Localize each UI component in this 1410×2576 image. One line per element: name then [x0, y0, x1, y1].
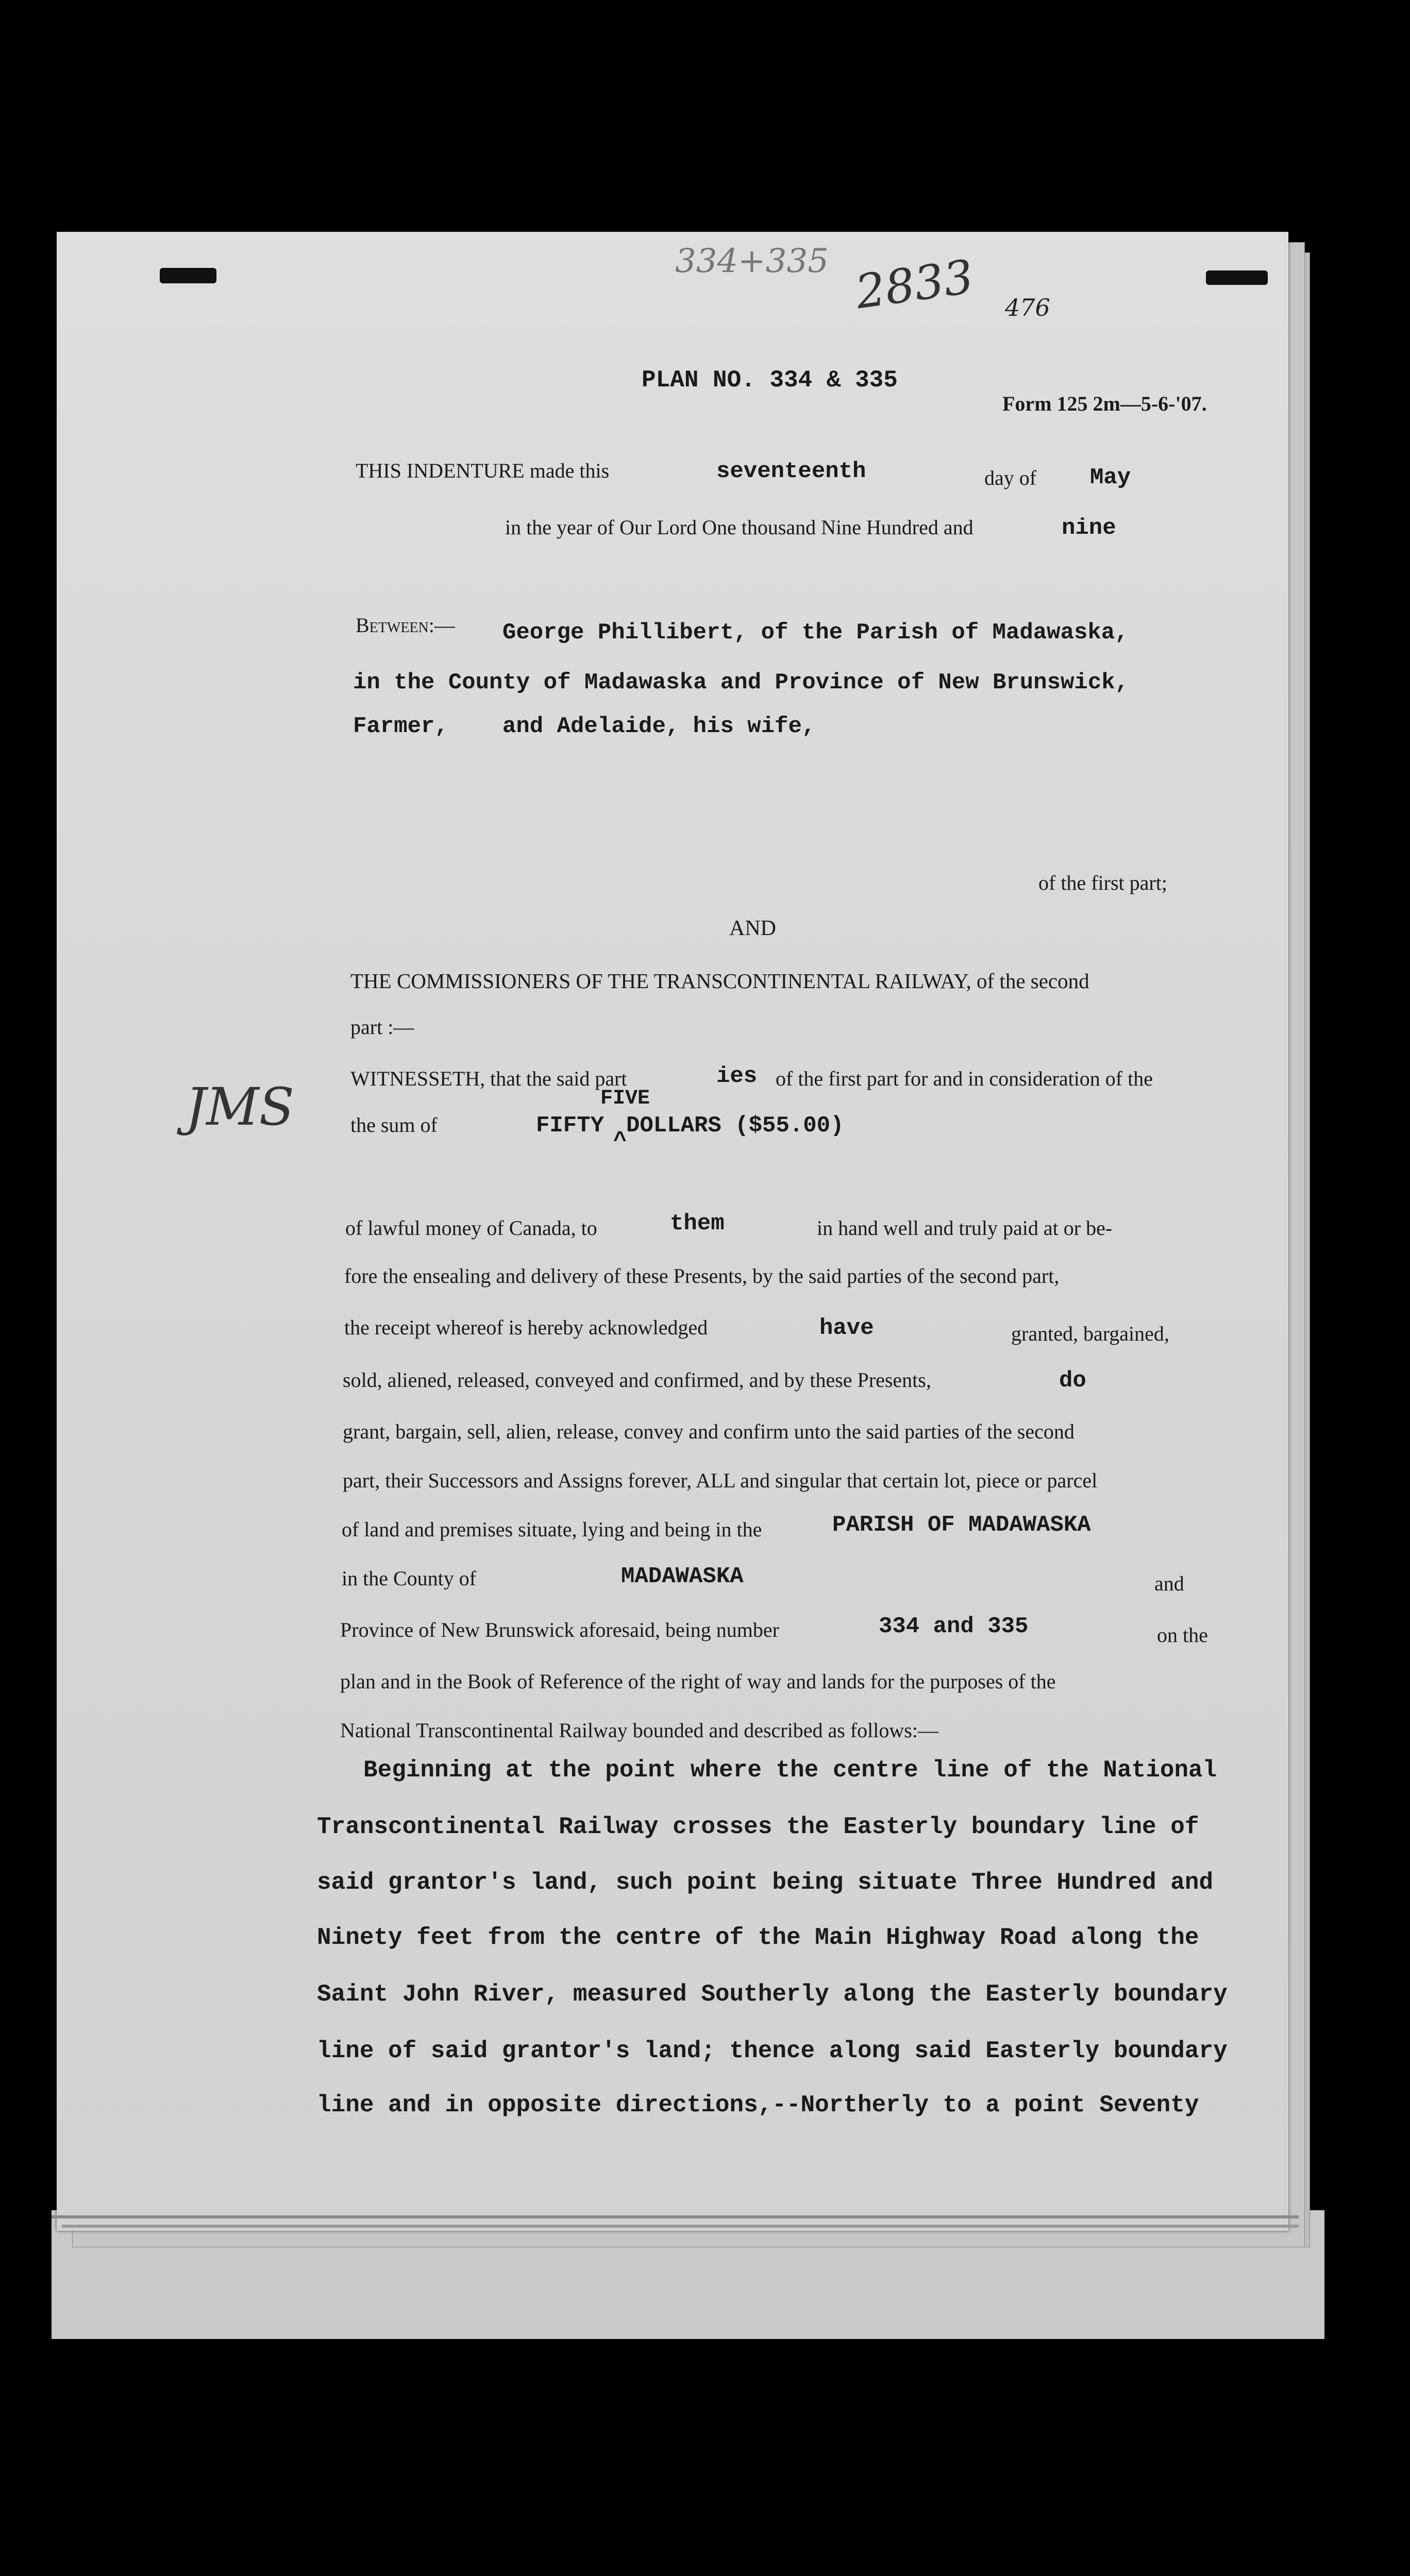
part-label: part :—	[350, 1015, 414, 1039]
and-label: AND	[729, 917, 776, 940]
body-county: MADAWASKA	[621, 1564, 744, 1589]
witnesseth-line-1b: of the first part for and in consideration of the	[776, 1067, 1153, 1090]
description-line: line of said grantor's land; thence along said Easterly boundary	[317, 2038, 1228, 2064]
body-line-3b: granted, bargained,	[1011, 1322, 1169, 1345]
sum-value: FIFTY	[536, 1113, 605, 1139]
sum-label: the sum of	[350, 1113, 438, 1137]
description-line: Ninety feet from the centre of the Main Highway Road along the	[317, 1924, 1199, 1951]
description-line: Beginning at the point where the centre line of the National	[363, 1757, 1217, 1784]
description-line: line and in opposite directions,--Northerly to a point Seventy	[317, 2092, 1199, 2119]
pencil-plan-number: 334+335	[675, 242, 829, 280]
body-line-5: grant, bargain, sell, alien, release, convey and confirm unto the said parties of the second	[343, 1420, 1075, 1443]
sum-dollars: DOLLARS ($55.00)	[626, 1113, 844, 1139]
body-do: do	[1059, 1368, 1086, 1394]
body-parish: PARISH OF MADAWASKA	[832, 1512, 1091, 1538]
body-have: have	[819, 1315, 874, 1341]
body-line-2: fore the ensealing and delivery of these Presents, by the said parties of the second part,	[344, 1264, 1060, 1287]
party-line-3a: Farmer,	[353, 714, 448, 739]
description-line: Saint John River, measured Southerly along the Easterly boundary	[317, 1981, 1228, 2008]
party-line-1: George Phillibert, of the Parish of Madawaska,	[502, 620, 1129, 646]
body-line-9b: on the	[1157, 1623, 1208, 1647]
body-line-8b: and	[1154, 1572, 1184, 1595]
this-indenture-label: THIS INDENTURE made this	[356, 459, 610, 482]
handwritten-file-number: 2833	[852, 249, 977, 320]
body-lot-number: 334 and 335	[879, 1614, 1029, 1639]
page-edge	[52, 2215, 1299, 2218]
paper-clip	[1206, 270, 1268, 285]
page-edge	[62, 2225, 1299, 2228]
form-number: Form 125 2m—5-6-'07.	[1002, 392, 1207, 415]
body-line-9a: Province of New Brunswick aforesaid, being number	[340, 1618, 779, 1641]
body-line-8a: in the County of	[342, 1567, 477, 1590]
paper-clip	[160, 268, 216, 283]
indenture-year: nine	[1062, 515, 1116, 541]
body-line-6: part, their Successors and Assigns forever, ALL and singular that certain lot, piece or parcel	[343, 1469, 1098, 1492]
witnesseth-line-1a: WITNESSETH, that the said part	[350, 1067, 627, 1090]
year-text: in the year of Our Lord One thousand Nine Hundred and	[505, 516, 973, 539]
body-line-1a: of lawful money of Canada, to	[345, 1216, 597, 1240]
insertion-caret: ^	[613, 1128, 627, 1154]
body-line-7a: of land and premises situate, lying and being in the	[342, 1518, 762, 1541]
witnesseth-ies: ies	[716, 1063, 758, 1089]
day-of-label: day of	[984, 466, 1037, 489]
body-line-3a: the receipt whereof is hereby acknowledged	[344, 1316, 708, 1339]
indenture-day: seventeenth	[716, 459, 866, 484]
body-line-10: plan and in the Book of Reference of the right of way and lands for the purposes of the	[340, 1670, 1056, 1693]
page-number: 476	[1005, 294, 1050, 321]
body-line-4a: sold, aliened, released, conveyed and confirmed, and by these Presents,	[343, 1368, 931, 1392]
plan-number: PLAN NO. 334 & 335	[642, 367, 898, 394]
first-part-label: of the first part;	[1038, 871, 1167, 894]
party-line-2: in the County of Madawaska and Province of New Brunswick,	[353, 670, 1129, 696]
party-line-3b: and Adelaide, his wife,	[502, 714, 816, 739]
body-line-11: National Transcontinental Railway bounded and described as follows:—	[340, 1719, 938, 1742]
body-them: them	[670, 1211, 725, 1236]
margin-initials: JMS	[186, 1077, 294, 1137]
commissioners-line: THE COMMISSIONERS OF THE TRANSCONTINENTAL RAILWAY, of the second	[350, 969, 1089, 993]
description-line: Transcontinental Railway crosses the Easterly boundary line of	[317, 1814, 1199, 1840]
inserted-word-five: FIVE	[600, 1087, 650, 1110]
between-label: Between:—	[356, 614, 455, 637]
body-line-1b: in hand well and truly paid at or be-	[817, 1216, 1113, 1240]
description-line: said grantor's land, such point being situate Three Hundred and	[317, 1869, 1214, 1896]
indenture-month: May	[1090, 465, 1131, 490]
